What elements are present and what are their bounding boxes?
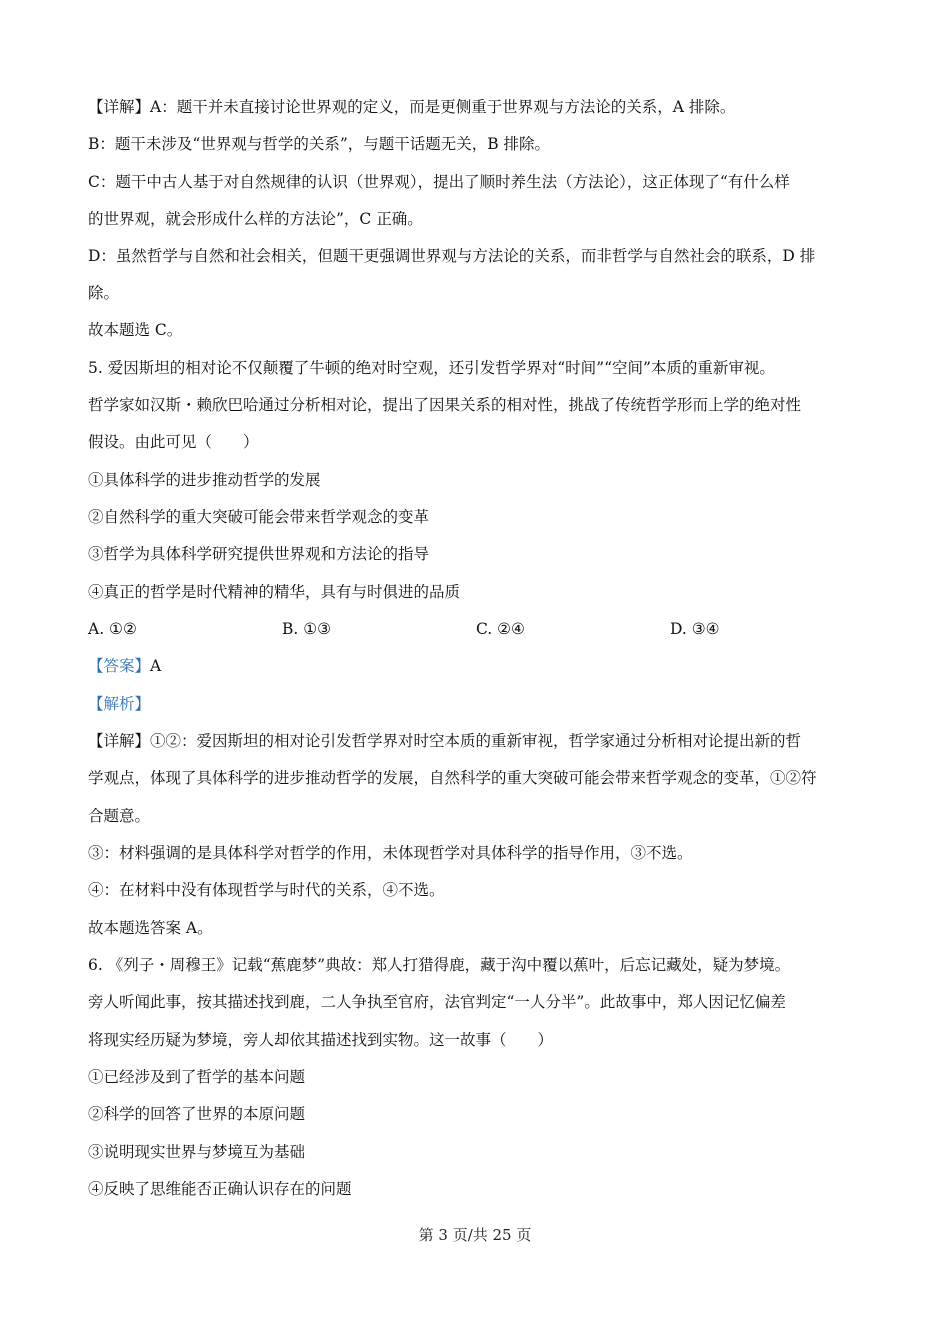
answer-tag: 【答案】 [88, 657, 151, 675]
q6-stem-line1: 6. 《列子・周穆王》记载“蕉鹿梦”典故：郑人打猎得鹿，藏于沟中覆以蕉叶，后忘记藏处，疑为梦境。 [88, 956, 791, 974]
q5-detail-line3: 合题意。 [88, 807, 151, 825]
q6-stem-line2: 旁人听闻此事，按其描述找到鹿，二人争执至官府，法官判定“一人分半”。此故事中，郑人因记忆偏差 [88, 993, 786, 1011]
q6-item-3: ③说明现实世界与梦境互为基础 [88, 1143, 306, 1161]
q5-item-1: ①具体科学的进步推动哲学的发展 [88, 471, 321, 489]
q5-answer [88, 655, 870, 677]
q5-detail-line1: 【详解】①②：爱因斯坦的相对论引发哲学界对时空本质的重新审视，哲学家通过分析相对论提出新的哲 [88, 732, 802, 750]
q5-item-4: ④真正的哲学是时代精神的精华，具有与时俱进的品质 [88, 583, 461, 601]
q5-stem-line1: 5. 爱因斯坦的相对论不仅颠覆了牛顿的绝对时空观，还引发哲学界对“时间”“空间”本质的重新审视。 [88, 359, 775, 377]
q5-conclusion: 故本题选答案 A。 [88, 919, 213, 937]
q5-item-2: ②自然科学的重大突破可能会带来哲学观念的变革 [88, 508, 430, 526]
q5-item-3: ③哲学为具体科学研究提供世界观和方法论的指导 [88, 545, 430, 563]
prev-conclusion: 故本题选 C。 [88, 321, 183, 339]
q5-detail-line2: 学观点，体现了具体科学的进步推动哲学的发展，自然科学的重大突破可能会带来哲学观念的变革，①②符 [88, 769, 817, 787]
q5-analysis [88, 693, 870, 715]
q5-stem-line3: 假设。由此可见（ ） [88, 433, 259, 451]
prev-detail-b: B：题干未涉及“世界观与哲学的关系”，与题干话题无关，B 排除。 [88, 135, 551, 153]
page-footer: 第 3 页/共 25 页 [418, 1226, 532, 1244]
answer-value: A [150, 657, 162, 675]
q5-detail-line4: ③：材料强调的是具体科学对哲学的作用，未体现哲学对具体科学的指导作用，③不选。 [88, 844, 693, 862]
q6-item-4: ④反映了思维能否正确认识存在的问题 [88, 1180, 352, 1198]
analysis-tag: 【解析】 [88, 695, 151, 713]
q5-option-c: C. ②④ [476, 620, 525, 638]
detail-tag: 【详解】 [88, 732, 151, 750]
q5-option-d: D. ③④ [670, 620, 720, 638]
q5-option-b: B. ①③ [282, 620, 332, 638]
q6-item-2: ②科学的回答了世界的本原问题 [88, 1105, 306, 1123]
q6-item-1: ①已经涉及到了哲学的基本问题 [88, 1068, 306, 1086]
q6-stem-line3: 将现实经历疑为梦境，旁人却依其描述找到实物。这一故事（ ） [88, 1031, 554, 1049]
q5-stem-line2: 哲学家如汉斯・赖欣巴哈通过分析相对论，提出了因果关系的相对性，挑战了传统哲学形而上学的绝对性 [88, 396, 802, 414]
prev-detail-c-line1: C：题干中古人基于对自然规律的认识（世界观），提出了顺时养生法（方法论），这正体现了“有什么样 [88, 173, 790, 191]
detail-tag: 【详解】 [88, 98, 151, 116]
q5-option-a: A. ①② [88, 620, 137, 638]
prev-detail-d-line2: 除。 [88, 284, 120, 302]
prev-detail-a: 【详解】A：题干并未直接讨论世界观的定义，而是更侧重于世界观与方法论的关系，A 排除。 [88, 98, 736, 116]
prev-detail-c-line2: 的世界观，就会形成什么样的方法论”，C 正确。 [88, 210, 423, 228]
prev-detail-d-line1: D：虽然哲学与自然和社会相关，但题干更强调世界观与方法论的关系，而非哲学与自然社会的联系，D 排 [88, 247, 816, 265]
q5-detail-line5: ④：在材料中没有体现哲学与时代的关系，④不选。 [88, 881, 445, 899]
